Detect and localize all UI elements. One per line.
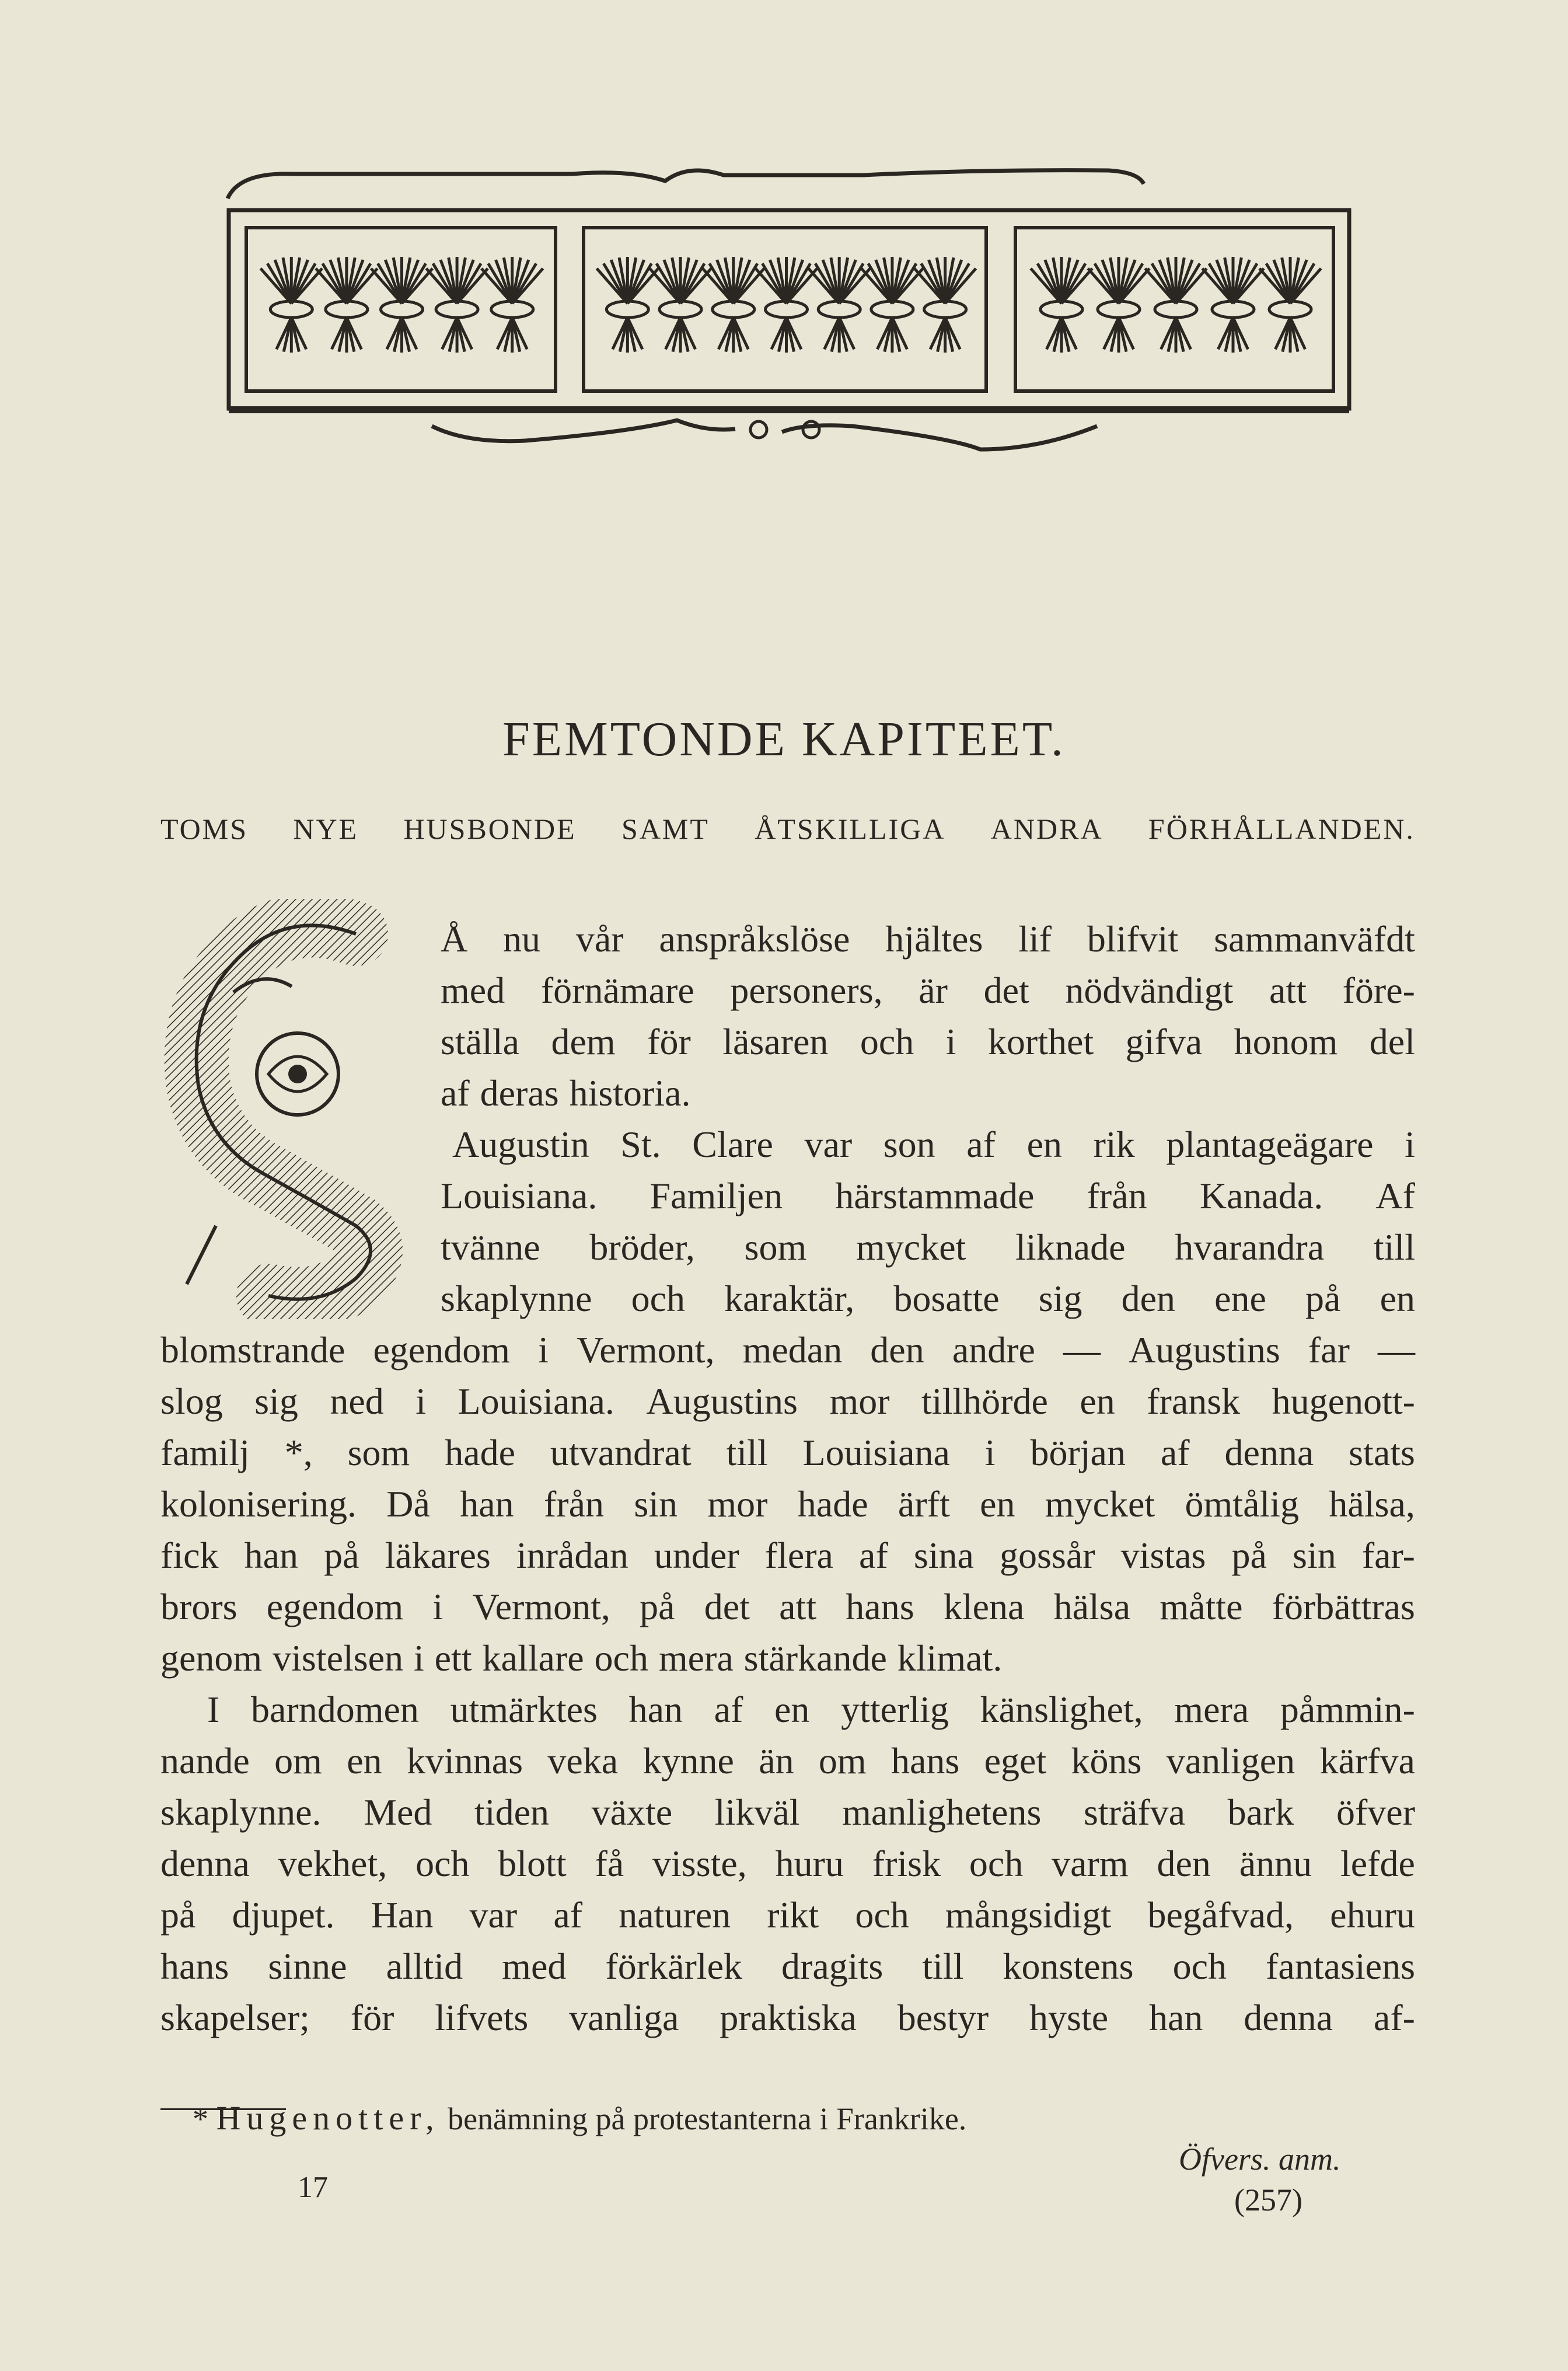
word: ärft [898, 1483, 950, 1525]
word: på [640, 1586, 675, 1627]
word: eget [984, 1740, 1047, 1781]
word: skaplynne. [160, 1791, 322, 1833]
word: i [538, 1329, 549, 1371]
word: bark [1227, 1791, 1294, 1833]
word: och [855, 1894, 909, 1936]
word: vår [575, 918, 624, 960]
word: nande [160, 1740, 250, 1781]
word: vistas [1120, 1535, 1206, 1576]
word: mera [1174, 1689, 1249, 1730]
word: var [469, 1894, 518, 1936]
word: kvinnas [406, 1740, 523, 1781]
chapter-title: FEMTONDE KAPITEET. [502, 712, 1066, 766]
word: lif [1018, 918, 1052, 960]
word: karaktär, [724, 1278, 855, 1319]
subtitle-word: TOMS [160, 813, 249, 845]
word: barndomen [250, 1689, 419, 1730]
word: hugenott- [1272, 1380, 1415, 1422]
word: korthet [987, 1021, 1094, 1062]
subtitle-word: ÅTSKILLIGA [755, 813, 946, 845]
word: på [324, 1535, 359, 1576]
word: om [274, 1740, 322, 1781]
word: öfver [1336, 1791, 1415, 1833]
word: del [1369, 1021, 1415, 1062]
word: en [1080, 1380, 1115, 1422]
signature-number: 17 [298, 2171, 328, 2204]
word: sin [634, 1483, 678, 1525]
word: under [654, 1535, 739, 1576]
word: Familjen [649, 1175, 783, 1216]
footnote-text: benämning på protestanterna i Frankrike. [448, 2101, 967, 2136]
word: veka [547, 1740, 619, 1781]
word: kärfva [1319, 1740, 1415, 1781]
word: sinne [268, 1945, 347, 1987]
word: Louisiana [802, 1432, 950, 1473]
word: att [779, 1586, 817, 1627]
word: i [1405, 1124, 1415, 1165]
word: och [631, 1278, 686, 1319]
word: det [704, 1586, 750, 1627]
word: än [759, 1740, 794, 1781]
word: djupet. [232, 1894, 335, 1936]
text-line [160, 1941, 1415, 1992]
text-line [160, 1119, 1415, 1170]
word: hade [797, 1483, 868, 1525]
word: klimat. [897, 1637, 1003, 1679]
word: konstens [1003, 1945, 1134, 1987]
word: genom [160, 1637, 263, 1679]
word: hans [891, 1740, 960, 1781]
word: en [347, 1740, 382, 1781]
word: af [966, 1124, 996, 1165]
word: hvarandra [1175, 1226, 1325, 1268]
word: mera [658, 1637, 734, 1679]
word: skapelser; [160, 1997, 310, 2038]
word: hans [160, 1945, 229, 1987]
word: tillhörde [921, 1380, 1048, 1422]
text-line [160, 1170, 1415, 1222]
word: frisk [872, 1843, 941, 1884]
subtitle-word: ANDRA [990, 813, 1103, 845]
text-line [160, 1684, 1415, 1735]
text-line [160, 1427, 1415, 1479]
word: Han [371, 1894, 434, 1936]
word: en [1380, 1278, 1415, 1319]
word: hjältes [885, 918, 983, 960]
word: skaplynne [441, 1278, 592, 1319]
word: mycket [856, 1226, 966, 1268]
word: manlighetens [842, 1791, 1042, 1833]
word: ömtålig [1185, 1483, 1300, 1525]
word: få [595, 1843, 624, 1884]
word: mor [707, 1483, 768, 1525]
text-line [160, 1633, 1415, 1684]
word: andre [952, 1329, 1035, 1371]
word: slog [160, 1380, 223, 1422]
word: bestyr [897, 1997, 989, 2038]
word: Augustins [646, 1380, 798, 1422]
word: fransk [1147, 1380, 1241, 1422]
word: läkares [385, 1535, 491, 1576]
word: af [714, 1689, 743, 1730]
word: påmmin- [1280, 1689, 1415, 1730]
word: köns [1071, 1740, 1142, 1781]
word: hälsa [1053, 1586, 1131, 1627]
word: en [1026, 1124, 1062, 1165]
word: ett [434, 1637, 472, 1679]
word: att [1269, 970, 1307, 1011]
text-line [160, 1889, 1415, 1941]
word: ännu [1239, 1843, 1312, 1884]
word: flera [764, 1535, 833, 1576]
word: sträfva [1083, 1791, 1186, 1833]
footnote-term: Hugenotter, [216, 2099, 440, 2137]
word: mycket [1045, 1483, 1155, 1525]
word: läsaren [722, 1021, 829, 1062]
chapter-subtitle [160, 814, 1415, 843]
word: ned [330, 1380, 384, 1422]
word: historia. [569, 1072, 691, 1114]
word: mor [829, 1380, 890, 1422]
word: brors [160, 1586, 238, 1627]
word: utvandrat [550, 1432, 692, 1473]
word: om [818, 1740, 867, 1781]
word: denna [1244, 1997, 1333, 2038]
word: klena [943, 1586, 1025, 1627]
word: — [1063, 1329, 1101, 1371]
word: af [1160, 1432, 1190, 1473]
word: som [744, 1226, 807, 1268]
word: blifvit [1087, 918, 1179, 960]
text-line [160, 1581, 1415, 1633]
word: förkärlek [605, 1945, 742, 1987]
word: rik [1093, 1124, 1135, 1165]
word: kallare [482, 1637, 584, 1679]
word: deras [480, 1072, 559, 1114]
word: anspråkslöse [659, 918, 850, 960]
word: till [726, 1432, 768, 1473]
word: nu [503, 918, 541, 960]
word: blott [498, 1843, 567, 1884]
word: af- [1373, 1997, 1415, 2038]
word: fick [160, 1535, 219, 1576]
word: mångsidigt [945, 1894, 1112, 1936]
word: Vermont, [472, 1586, 610, 1627]
text-line [160, 1222, 1415, 1273]
word: gossår [1000, 1535, 1095, 1576]
word: af [859, 1535, 888, 1576]
word: ene [1214, 1278, 1266, 1319]
word: är [919, 970, 948, 1011]
body-text [160, 913, 1415, 2044]
word: han [244, 1535, 298, 1576]
word: sina [913, 1535, 974, 1576]
word: nödvändigt [1065, 970, 1234, 1011]
word: alltid [386, 1945, 463, 1987]
word: bosatte [893, 1278, 1000, 1319]
subtitle-word: SAMT [621, 813, 710, 845]
word: fantasiens [1266, 1945, 1415, 1987]
word: af [441, 1072, 470, 1114]
word: med [441, 970, 505, 1011]
word: St. [620, 1124, 661, 1165]
word: Å [441, 918, 468, 960]
subtitle-word: FÖRHÅLLANDEN. [1148, 813, 1415, 845]
word: på [1305, 1278, 1341, 1319]
text-line [160, 1530, 1415, 1581]
word: plantageägare [1166, 1124, 1374, 1165]
word: ehuru [1330, 1894, 1415, 1936]
word: som [347, 1432, 410, 1473]
word: kolonisering. [160, 1483, 357, 1525]
word: rikt [767, 1894, 819, 1936]
word: sig [1038, 1278, 1082, 1319]
word: denna [160, 1843, 250, 1884]
word: I [207, 1689, 220, 1730]
word: lefde [1340, 1843, 1415, 1884]
word: son [883, 1124, 935, 1165]
word: egendom [373, 1329, 511, 1371]
word: var [804, 1124, 853, 1165]
word: stärkande [743, 1637, 887, 1679]
word: Clare [692, 1124, 773, 1165]
word: tvänne [441, 1226, 540, 1268]
word: Augustins [1129, 1329, 1280, 1371]
word: växte [591, 1791, 673, 1833]
word: medan [742, 1329, 843, 1371]
text-line [160, 1787, 1415, 1838]
word: denna [1224, 1432, 1314, 1473]
subtitle-word: HUSBONDE [403, 813, 577, 845]
word: vekhet, [278, 1843, 387, 1884]
text-line [160, 1016, 1415, 1068]
word: i [432, 1586, 443, 1627]
word: känslighet, [980, 1689, 1143, 1730]
palmette-frieze-icon [222, 158, 1354, 490]
word: naturen [619, 1894, 731, 1936]
word: i [415, 1380, 427, 1422]
word: början [1030, 1432, 1126, 1473]
word: Af [1375, 1175, 1415, 1216]
word: och [1172, 1945, 1227, 1987]
word: vistelsen [273, 1637, 404, 1679]
page-number: (257) [1234, 2182, 1302, 2217]
word: till [1373, 1226, 1415, 1268]
word: stats [1349, 1432, 1415, 1473]
word: ställa [441, 1021, 520, 1062]
word: för [350, 1997, 394, 2038]
word: Louisiana. [441, 1175, 598, 1216]
word: på [1231, 1535, 1267, 1576]
word: bröder, [589, 1226, 695, 1268]
word: tiden [474, 1791, 549, 1833]
text-line [160, 1068, 1415, 1119]
word: Augustin [452, 1124, 589, 1165]
word: det [983, 970, 1029, 1011]
word: varm [1052, 1843, 1129, 1884]
word: far [1308, 1329, 1350, 1371]
word: af [553, 1894, 583, 1936]
word: lifvets [435, 1997, 529, 2038]
word: sin [1293, 1535, 1336, 1576]
word: förnämare [540, 970, 694, 1011]
word: han [460, 1483, 514, 1525]
footnote-marker: * [193, 2101, 208, 2136]
word: honom [1234, 1021, 1338, 1062]
word: vanliga [569, 1997, 679, 2038]
word: till [922, 1945, 964, 1987]
word: egendom [266, 1586, 404, 1627]
word: gifva [1125, 1021, 1203, 1062]
word: Louisiana. [458, 1380, 614, 1422]
word: hans [846, 1586, 914, 1627]
word: blomstrande [160, 1329, 345, 1371]
text-line [160, 1735, 1415, 1787]
word: och [860, 1021, 914, 1062]
footnote [193, 2098, 966, 2138]
word: sig [254, 1380, 298, 1422]
word: personers, [730, 970, 883, 1011]
word: den [870, 1329, 924, 1371]
word: förbättras [1272, 1586, 1415, 1627]
word: hyste [1029, 1997, 1109, 2038]
text-line [160, 913, 1415, 965]
word: den [1157, 1843, 1211, 1884]
text-line [160, 1273, 1415, 1324]
word: — [1378, 1329, 1415, 1371]
word: och [415, 1843, 470, 1884]
word: vanligen [1166, 1740, 1295, 1781]
word: *, [284, 1432, 313, 1473]
word: far- [1361, 1535, 1415, 1576]
word: härstammade [835, 1175, 1035, 1216]
word: praktiska [720, 1997, 857, 2038]
word: före- [1342, 970, 1415, 1011]
word: huru [775, 1843, 844, 1884]
word: för [647, 1021, 691, 1062]
text-line [160, 1376, 1415, 1427]
text-line [160, 1838, 1415, 1889]
word: han [628, 1689, 683, 1730]
word: dragits [781, 1945, 883, 1987]
word: dem [551, 1021, 616, 1062]
word: och [594, 1637, 648, 1679]
word: inrådan [516, 1535, 628, 1576]
word: på [160, 1894, 196, 1936]
word: måtte [1160, 1586, 1243, 1627]
text-line [160, 1324, 1415, 1376]
subtitle-word: NYE [293, 813, 359, 845]
text-line [160, 1992, 1415, 2044]
word: liknade [1015, 1226, 1126, 1268]
word: med [502, 1945, 567, 1987]
text-line [160, 965, 1415, 1016]
word: i [413, 1637, 424, 1679]
word: i [984, 1432, 996, 1473]
word: Kanada. [1199, 1175, 1323, 1216]
word: likväl [714, 1791, 800, 1833]
text-line [160, 1479, 1415, 1530]
word: visste, [652, 1843, 747, 1884]
word: i [945, 1021, 956, 1062]
word: familj [160, 1432, 250, 1473]
word: en [980, 1483, 1015, 1525]
translator-note: Öfvers. anm. [1179, 2142, 1341, 2177]
word: sammanväfdt [1214, 918, 1415, 960]
word: hälsa, [1329, 1483, 1415, 1525]
word: hade [445, 1432, 516, 1473]
word: kynne [642, 1740, 734, 1781]
word: från [1087, 1175, 1147, 1216]
word: och [969, 1843, 1024, 1884]
word: Vermont, [577, 1329, 715, 1371]
word: Med [364, 1791, 432, 1833]
word: den [1121, 1278, 1175, 1319]
word: begåfvad, [1147, 1894, 1294, 1936]
word: han [1148, 1997, 1203, 2038]
word: utmärktes [450, 1689, 598, 1730]
word: en [774, 1689, 810, 1730]
word: ytterlig [841, 1689, 949, 1730]
word: från [543, 1483, 605, 1525]
word: Då [386, 1483, 430, 1525]
